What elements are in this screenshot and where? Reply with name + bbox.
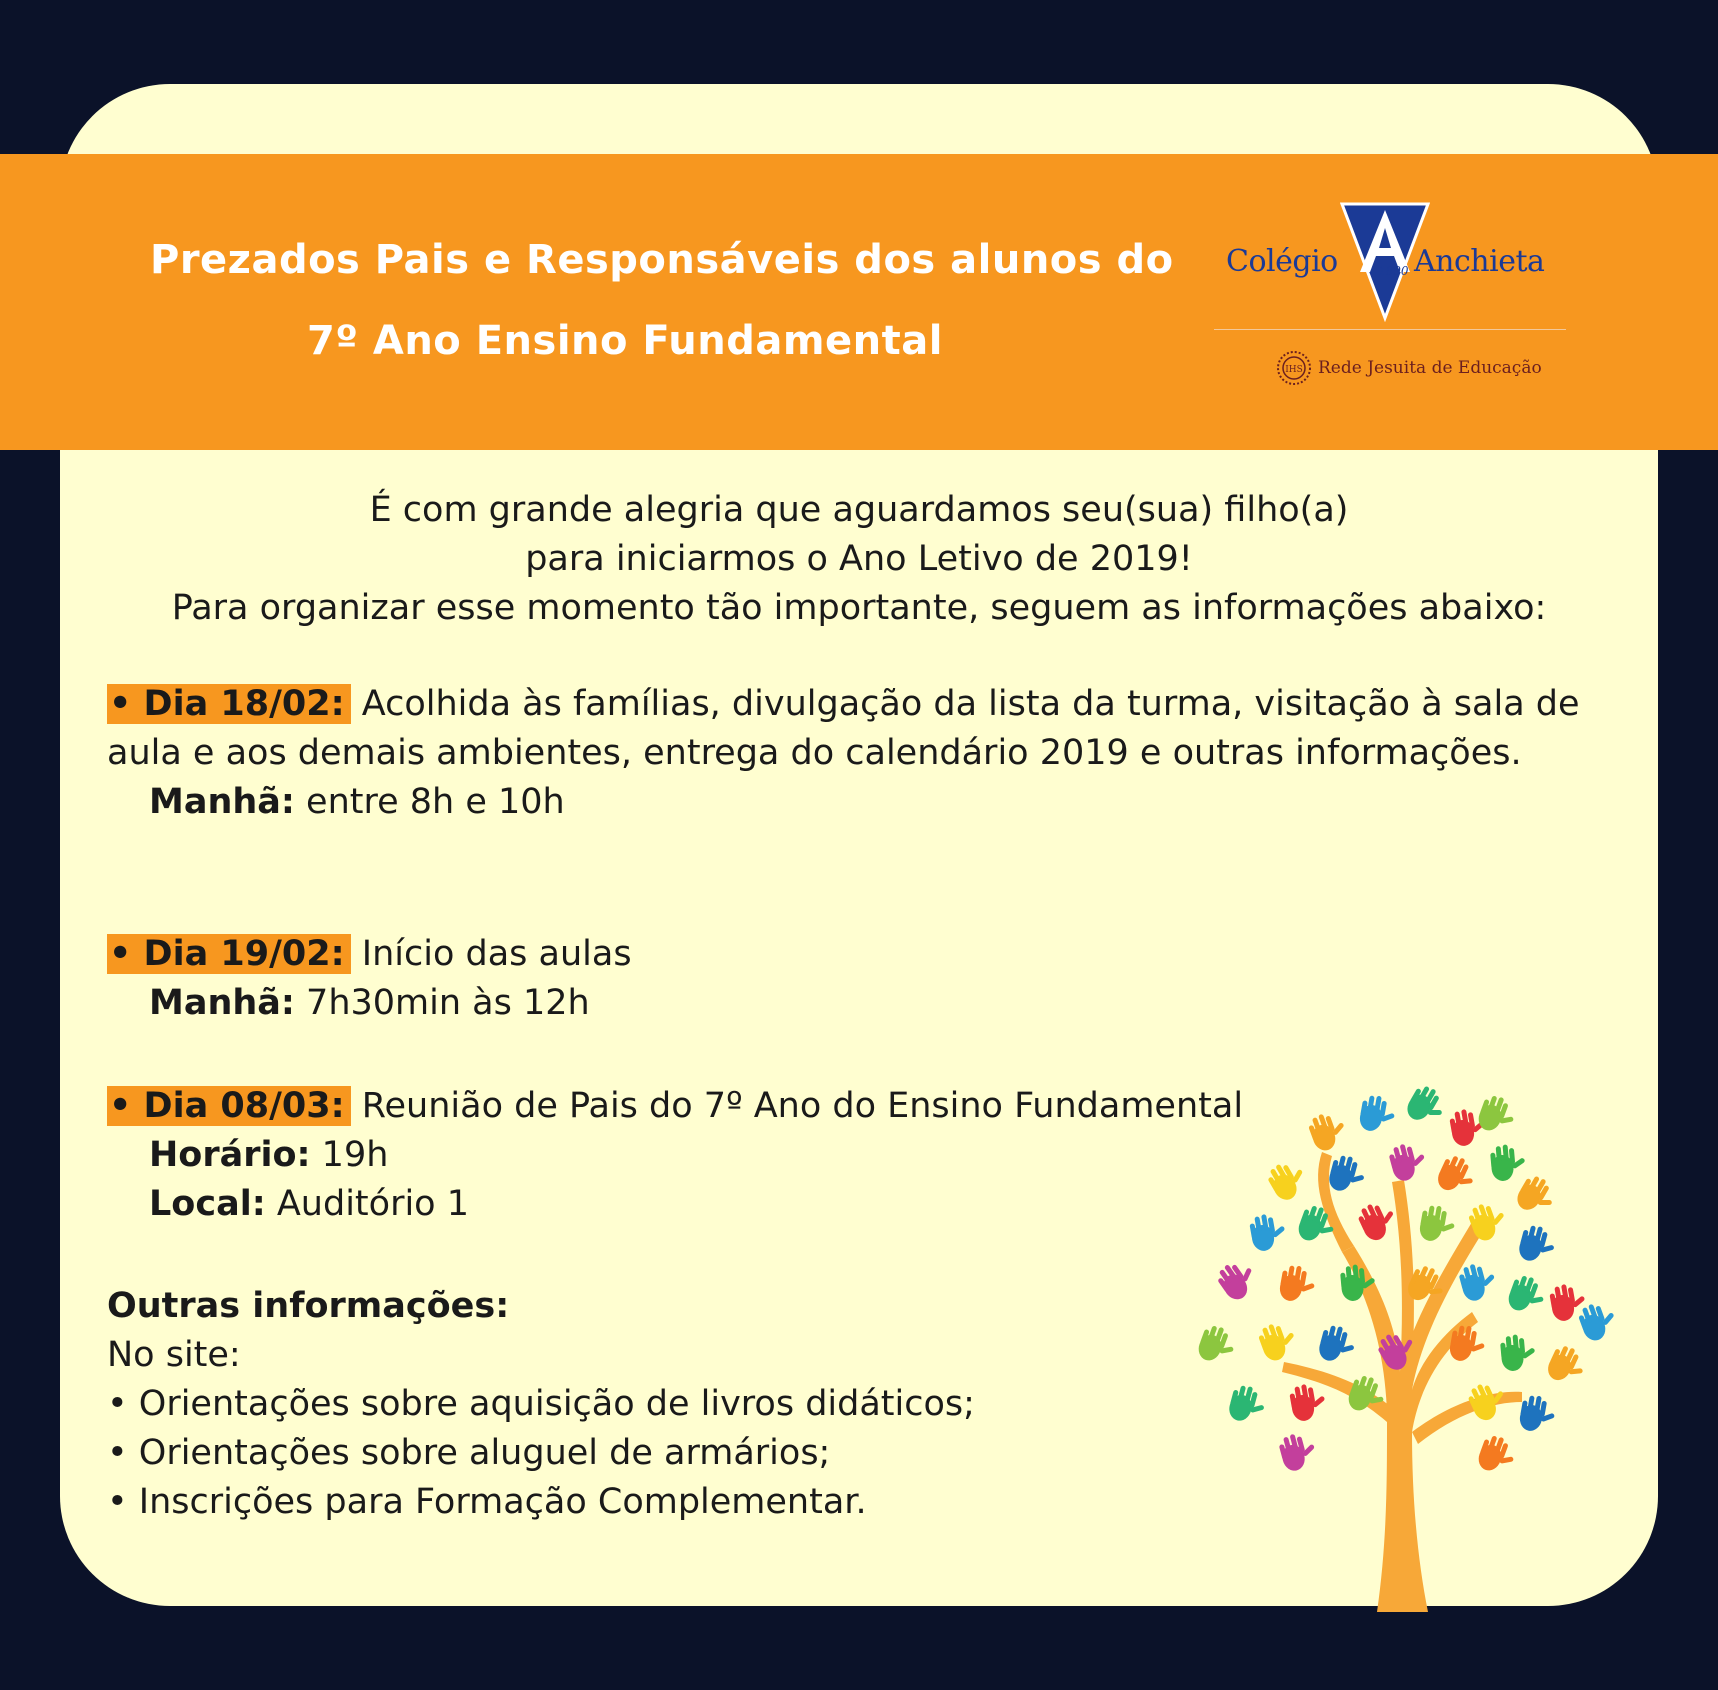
event-2-detail-label: Manhã: [149,983,295,1023]
header-title-line1: Prezados Pais e Responsáveis dos alunos do [150,237,1174,283]
hand-leaf-icon [1278,1263,1318,1304]
hand-leaf-icon [1195,1322,1240,1368]
other-info-item: • Orientações sobre aquisição de livros didáticos; [107,1384,975,1424]
event-2-date: • Dia 19/02: [107,934,351,974]
event-3-detail2-value: Auditório 1 [276,1184,469,1224]
hand-leaf-icon [1306,1108,1351,1154]
intro-line3: Para organizar esse momento tão importante, seguem as informações abaixo: [171,588,1547,628]
hand-leaf-icon [1355,1197,1402,1244]
other-info-item: • Orientações sobre aluguel de armários; [107,1433,831,1473]
other-info-heading: Outras informações: [107,1286,510,1326]
hand-leaf-icon [1277,1429,1320,1473]
event-2-desc: Início das aulas [361,934,632,974]
other-info-item: • Inscrições para Formação Complementar. [107,1482,867,1522]
event-1-detail-label: Manhã: [149,782,295,822]
hand-leaf-icon [1544,1342,1591,1389]
event-2-detail-value: 7h30min às 12h [306,983,590,1023]
event-2-detail [107,979,1587,1028]
hand-leaf-icon [1490,1143,1528,1182]
hand-leaf-icon [1500,1333,1538,1372]
hand-leaf-icon [1326,1153,1369,1197]
hand-leaf-icon [1316,1323,1359,1367]
event-3-detail-label: Horário: [149,1135,311,1175]
header-title-line2: 7º Ano Ensino Fundamental [307,318,943,364]
hand-leaf-icon [1213,1255,1262,1304]
event-1-detail [107,778,1587,827]
hand-leaf-icon [1518,1393,1558,1434]
logo-divider [1214,329,1566,330]
hand-leaf-icon [1387,1139,1430,1183]
hand-leaf-icon [1418,1203,1458,1244]
hand-leaf-icon [1288,1381,1328,1422]
hand-leaf-icon [1358,1093,1398,1134]
logo-network-text: Rede Jesuita de Educação [1318,358,1542,378]
hand-leaf-icon [1403,1082,1451,1130]
hand-leaf-icon [1516,1223,1559,1267]
hand-leaf-icon [1264,1155,1312,1203]
ihs-seal-icon [1276,350,1312,386]
hand-leaf-icon [1457,1259,1500,1303]
event-1-desc: Acolhida às famílias, divulgação da lista da turma, visitação à sala de aula e aos demais ambientes, entrega do calendário 2019 e outras informações. [107,684,1580,773]
hand-leaf-icon [1434,1152,1481,1199]
hand-leaf-icon [1513,1172,1561,1220]
hand-leaf-icon [1505,1272,1550,1318]
logo-year: 1890 [1378,264,1409,278]
event-3-detail2-label: Local: [149,1184,266,1224]
event-2 [107,930,1587,1028]
hand-leaf-icon [1475,1092,1520,1138]
event-1-detail-value: entre 8h e 10h [306,782,565,822]
event-1-date: • Dia 18/02: [107,684,351,724]
event-3-date: • Dia 08/03: [107,1086,351,1126]
logo-word-right: Anchieta [1414,244,1545,279]
hand-leaf-icon [1248,1211,1288,1252]
event-3-desc: Reunião de Pais do 7º Ano do Ensino Fundamental [361,1086,1244,1126]
hand-leaf-icon [1475,1432,1520,1478]
svg-text:IHS: IHS [1285,365,1303,375]
hands-tree-illustration [1172,1072,1632,1612]
other-info-sub: No site: [107,1335,241,1375]
hand-leaf-icon [1576,1298,1621,1344]
event-1 [107,680,1587,827]
logo-word-left: Colégio [1226,244,1338,279]
intro-line1: É com grande alegria que aguardamos seu(sua) filho(a) [369,490,1349,530]
intro-line2: para iniciarmos o Ano Letivo de 2019! [525,539,1193,579]
event-3-detail-value: 19h [321,1135,389,1175]
hand-leaf-icon [1256,1318,1301,1364]
hand-leaf-icon [1226,1383,1269,1427]
intro-paragraph [60,486,1658,633]
school-logo [1210,200,1570,400]
